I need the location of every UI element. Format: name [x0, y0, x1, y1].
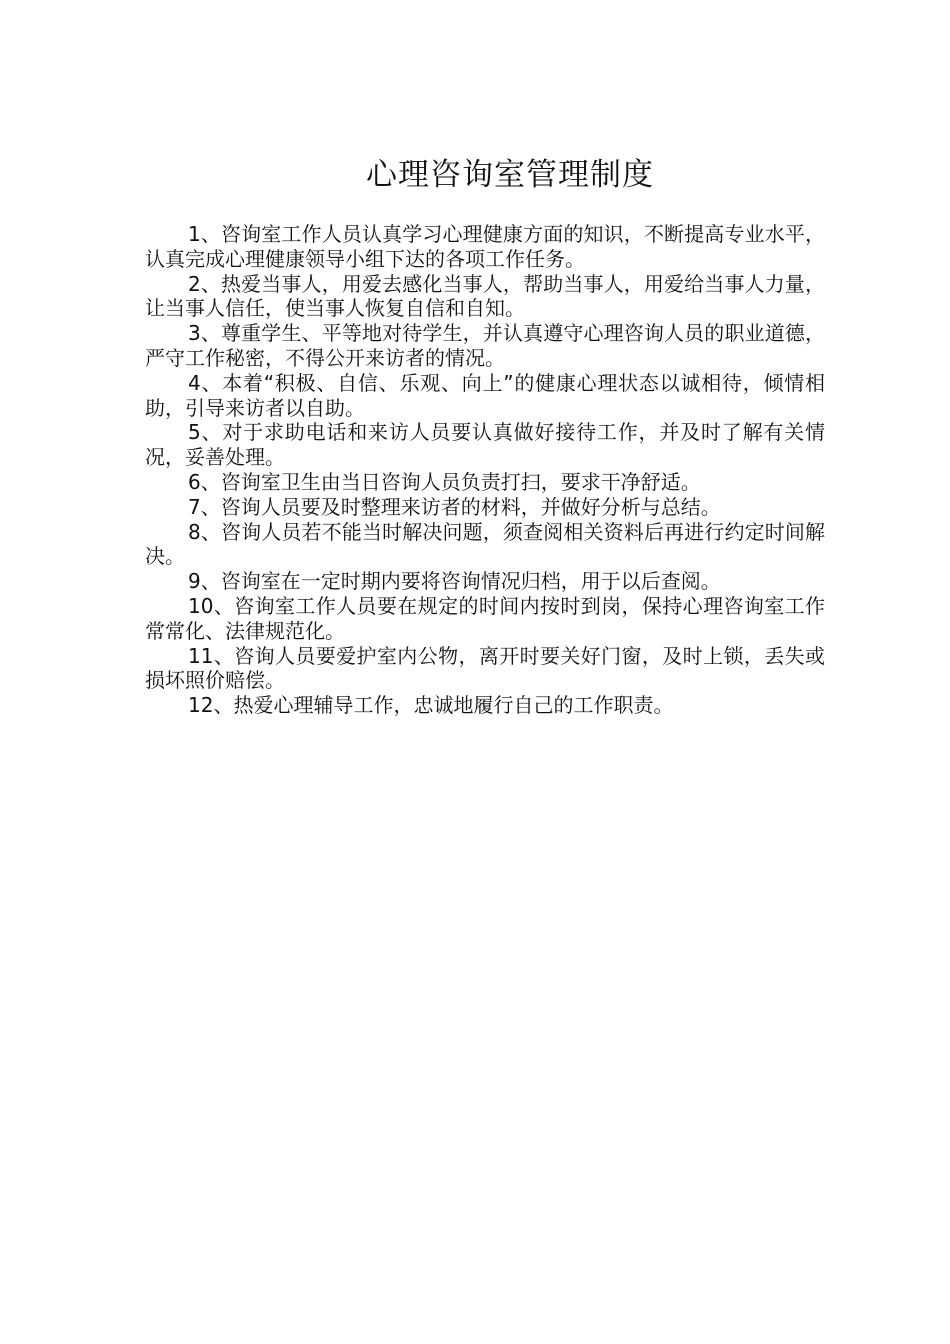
regulation-list [145, 222, 825, 718]
regulation-item-1: 1、咨询室工作人员认真学习心理健康方面的知识，不断提高专业水平，认真完成心理健康领导小组下达的各项工作任务。 [145, 222, 825, 271]
regulation-item-2: 2、热爱当事人，用爱去感化当事人，帮助当事人，用爱给当事人力量，让当事人信任，使当事人恢复自信和自知。 [145, 271, 825, 321]
regulation-item-12: 12、热爱心理辅导工作，忠诚地履行自己的工作职责。 [188, 693, 674, 718]
regulation-item-9: 9、咨询室在一定时期内要将咨询情况归档，用于以后查阅。 [188, 569, 721, 594]
document-title: 心理咨询室管理制度 [366, 157, 654, 193]
regulation-item-3: 3、尊重学生、平等地对待学生，并认真遵守心理咨询人员的职业道德，严守工作秘密，不得公开来访者的情况。 [145, 321, 825, 370]
regulation-item-5: 5、对于求助电话和来访人员要认真做好接待工作，并及时了解有关情况，妥善处理。 [145, 420, 825, 470]
regulation-item-10: 10、咨询室工作人员要在规定的时间内按时到岗，保持心理咨询室工作常常化、法律规范化。 [145, 593, 825, 643]
regulation-item-11: 11、咨询人员要爱护室内公物，离开时要关好门窗，及时上锁，丢失或损坏照价赔偿。 [145, 643, 825, 693]
regulation-item-8: 8、咨询人员若不能当时解决问题，须查阅相关资料后再进行约定时间解决。 [145, 519, 825, 569]
regulation-item-4: 4、本着“积极、自信、乐观、向上”的健康心理状态以诚相待，倾情相助，引导来访者以自助。 [145, 370, 825, 420]
regulation-item-7: 7、咨询人员要及时整理来访者的材料，并做好分析与总结。 [188, 494, 721, 519]
regulation-item-6: 6、咨询室卫生由当日咨询人员负责打扫，要求干净舒适。 [188, 469, 701, 494]
